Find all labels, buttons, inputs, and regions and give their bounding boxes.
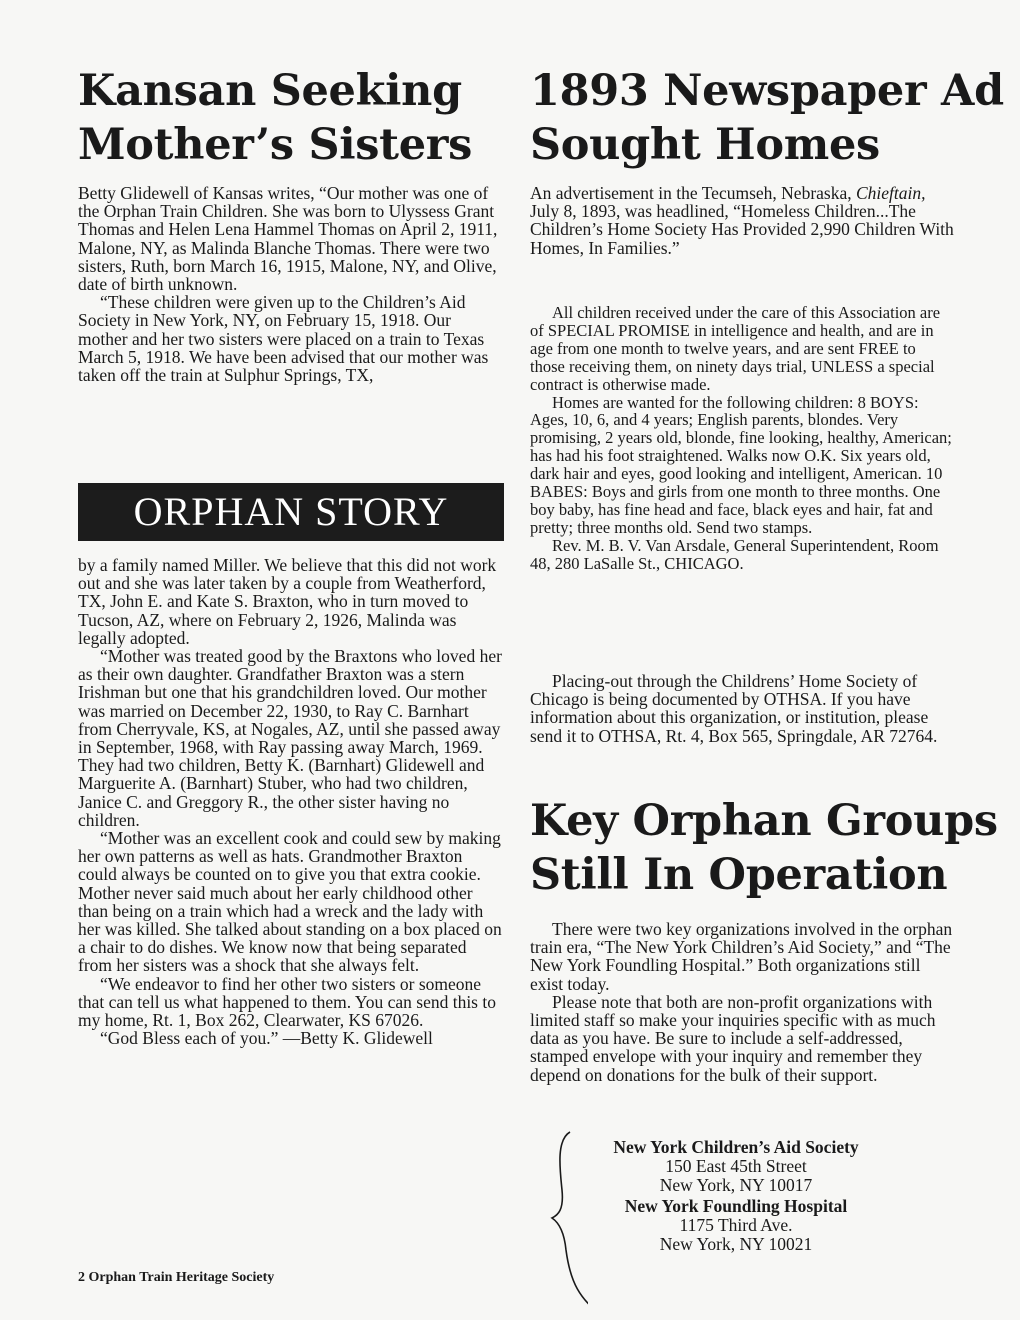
contact-address: 150 East 45th Street (665, 1156, 807, 1176)
curly-brace-icon (548, 1130, 588, 1320)
headline-newspaper-ad (530, 64, 1004, 172)
headline-line: Mother’s Sisters (78, 120, 473, 170)
contacts-section (548, 1130, 954, 1320)
paragraph: Rev. M. B. V. Van Arsdale, General Superintendent, Room 48, 280 LaSalle St., CHICAGO. (530, 535, 939, 573)
paragraph: There were two key organizations involved in the orphan train era, “The New York Children’s Aid Society,” and “The New York Foundling Hospital.” Both organizations still exist today. (530, 919, 953, 994)
page-footer: 2 Orphan Train Heritage Society (78, 1270, 275, 1285)
paragraph: by a family named Miller. We believe that this did not work out and she was later taken by a couple from Weatherford, TX, John E. and Kate S. Braxton, who in turn moved to Tucson, AZ, where on February 2, 1926, Malinda was legally adopted. (78, 555, 497, 648)
intro-text: July 8, 1893, was headlined, “Homeless Children...The Children’s Home Society Has Provided 2,990 Children With Homes, In Families.” (530, 201, 954, 258)
headline-kansan (78, 64, 472, 172)
headline-line: 1893 Newspaper Ad (530, 66, 1004, 116)
headline-line: Still In Operation (530, 850, 948, 900)
paragraph: “Mother was an excellent cook and could sew by making her own patterns as well as hats. Grandmother Braxton could always be counted on to give you that extra cookie. Mother never said much about her early childhood other than being on a train which had a wreck and the lady with her was killed. She talked about standing on a box placed on a chair to do dishes. We know now that being separated from her sisters was a shock that she always felt. (78, 828, 502, 976)
paragraph: All children received under the care of this Association are of SPECIAL PROMISE in intelligence and health, and are in age from one month to twelve years, and are sent FREE to those receiving them, on ninety days trial, UNLESS a special contract is otherwise made. (530, 303, 941, 394)
headline-line: Sought Homes (530, 120, 880, 170)
paragraph: “Mother was treated good by the Braxtons who loved her as their own daughter. Grandfather Braxton was a stern Irishman but one that his grandchildren loved. Our mother was married on December 22, 1930, to Ray C. Barnhart from Cherryvale, KS, at Nogales, AZ, until she passed away in September, 1968, with Ray passing away March, 1969. They had two children, Betty K. (Barnhart) Glidewell and Marguerite A. (Barnhart) Stuber, who had two children, Janice C. and Greggory R., the other sister having no children. (78, 646, 502, 830)
orphan-story-banner: ORPHAN STORY (78, 483, 504, 541)
contact-city: New York, NY 10021 (659, 1234, 813, 1254)
headline-line: Key Orphan Groups (530, 796, 998, 846)
paragraph: Please note that both are non-profit organizations with limited staff so make your inquiries specific with as much data as you have. Be sure to include a self-addressed, stamped envelope with your inquiry and remember they depend on donations for the bulk of their support. (530, 991, 936, 1085)
paragraph: Homes are wanted for the following children: 8 BOYS: Ages, 10, 6, and 4 years; English parents, blondes. Very promising, 2 years old, blonde, fine looking, healthy, American; has had his foot straightened. Walks now O.K. Six years old, dark hair and eyes, good looking and intelligent, American. 10 BABES: Boys and girls from one month to three months. One boy baby, has fine head and face, black eyes and hair, fat and pretty; three months old. Send two stamps. (530, 392, 952, 537)
intro-text: An advertisement in the Tecumseh, Nebraska, (530, 183, 856, 203)
key-groups-text (530, 920, 954, 1084)
paragraph: “We endeavor to find her other two sisters or someone that can tell us what happened to them. You can send this to my home, Rt. 1, Box 262, Clearwater, KS 67026. (78, 973, 496, 1031)
placing-out-text (530, 672, 954, 745)
ad-intro (530, 184, 954, 257)
contact-childrens-aid-society (586, 1138, 886, 1195)
contact-name: New York Children’s Aid Society (613, 1137, 859, 1157)
headline-key-orphan-groups (530, 794, 998, 902)
paragraph: Betty Glidewell of Kansas writes, “Our mother was one of the Orphan Train Children. She was born to Ulyssess Grant Thomas and Helen Lena Hammel Thomas on April 2, 1911, Malone, NY, as Malinda Blanche Thomas. There were two sisters, Ruth, born March 16, 1915, Malone, NY, and Olive, date of birth unknown. (78, 183, 498, 295)
advertisement-text (530, 304, 954, 573)
letter-text-bottom (78, 556, 504, 1047)
paragraph: “God Bless each of you.” —Betty K. Glidewell (100, 1028, 433, 1049)
letter-text-top (78, 184, 504, 384)
contact-address: 1175 Third Ave. (679, 1215, 793, 1235)
contact-foundling-hospital (586, 1197, 886, 1254)
headline-line: Kansan Seeking (78, 66, 462, 116)
newspaper-name: Chieftain, (856, 183, 926, 203)
paragraph: “These children were given up to the Children’s Aid Society in New York, NY, on February 15, 1918. Our mother and her two sisters were placed on a train to Texas March 5, 1918. We have been advised that our mother was taken off the train at Sulphur Springs, TX, (78, 292, 489, 386)
contact-name: New York Foundling Hospital (624, 1196, 848, 1216)
paragraph: Placing-out through the Childrens’ Home Society of Chicago is being documented by OTHSA. If you have information about this organization, or institution, please send it to OTHSA, Rt. 4, Box 565, Springdale, AR 72764. (530, 671, 938, 746)
paragraph (530, 184, 954, 257)
contact-city: New York, NY 10017 (659, 1175, 813, 1195)
